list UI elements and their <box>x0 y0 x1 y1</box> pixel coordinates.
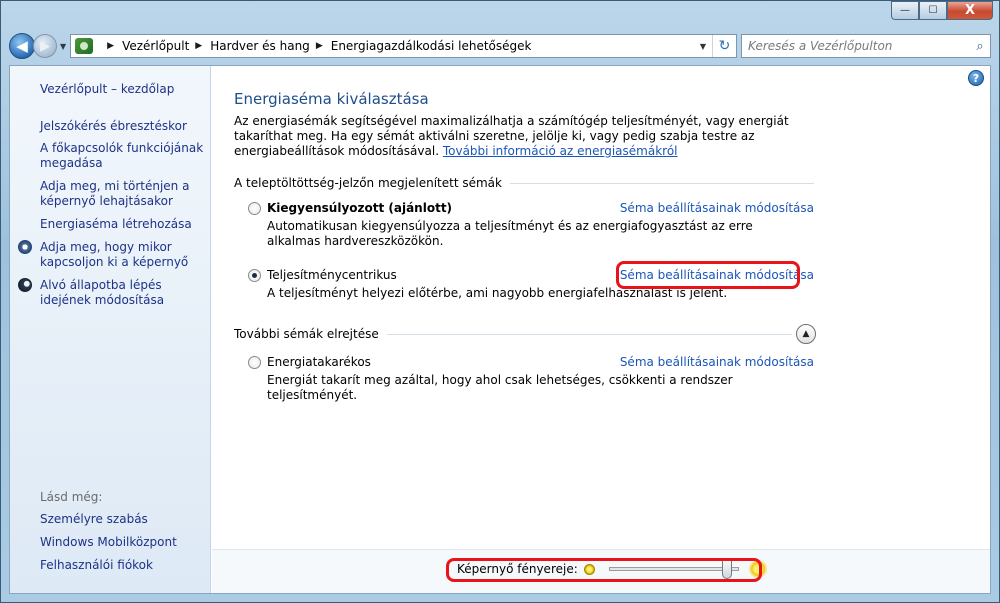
search-icon[interactable]: ⌕ <box>976 38 984 54</box>
sidebar-item-personalization[interactable]: Személyre szabás <box>40 512 148 526</box>
change-plan-settings-link[interactable]: Séma beállításainak módosítása <box>619 201 814 215</box>
page-title: Energiaséma kiválasztása <box>234 90 429 108</box>
hidden-plans-section <box>234 324 816 344</box>
plan-name[interactable]: Energiatakarékos <box>267 355 371 369</box>
chevron-up-icon: ▲ <box>802 329 810 339</box>
intro-text <box>234 114 816 159</box>
search-input[interactable] <box>748 39 970 53</box>
address-bar[interactable] <box>70 34 737 58</box>
intro-paragraph: Az energiasémák segítségével maximalizálhatja a számítógép teljesítményét, vagy energiát takaríthat meg. Ha egy sémát aktiválni szeretne, jelölje ki, vagy pedig szabja testre az energiabeállítások módosításával. <box>234 114 789 158</box>
sidebar-item-power-buttons[interactable]: A főkapcsolók funkciójának megadása <box>40 141 204 170</box>
sidebar-item-mobility-center[interactable]: Windows Mobilközpont <box>40 535 177 549</box>
highlight-annotation <box>616 261 800 289</box>
breadcrumb-item[interactable]: Hardver és hang <box>210 39 310 53</box>
plan-radio[interactable] <box>248 356 261 369</box>
breadcrumb-separator-icon[interactable]: ▶ <box>107 41 115 51</box>
sidebar <box>10 66 211 593</box>
brightness-label: Képernyő fényereje: <box>457 562 578 576</box>
help-icon: ? <box>972 71 980 85</box>
sidebar-item-sleep-time[interactable]: Alvó állapotba lépés idejének módosítása <box>40 278 165 307</box>
plan-radio-selected[interactable] <box>248 269 261 282</box>
forward-arrow-icon: ▶ <box>40 38 50 54</box>
recent-pages-dropdown[interactable]: ▼ <box>60 41 67 51</box>
sidebar-item-display-off[interactable]: Adja meg, hogy mikor kapcsoljon ki a képernyő <box>40 240 189 269</box>
plan-description: Automatikusan kiegyensúlyozza a teljesítményt és az energiafogyasztást az erre alkalmas hardvereszközökön. <box>267 219 753 248</box>
more-info-link[interactable]: További információ az energiasémákról <box>442 144 678 158</box>
minimize-button[interactable]: — <box>891 1 919 20</box>
divider <box>387 334 792 335</box>
change-plan-settings-link[interactable]: Séma beállításainak módosítása <box>619 355 814 369</box>
change-plan-settings-link[interactable]: Séma beállításainak módosítása <box>619 268 814 282</box>
breadcrumb-item[interactable]: Energiagazdálkodási lehetőségek <box>330 39 532 53</box>
plan-description: A teljesítményt helyezi előtérbe, ami nagyobb energiafelhasználást is jelent. <box>267 286 728 300</box>
plan-power-saver <box>248 354 814 403</box>
address-dropdown-icon[interactable]: ▼ <box>699 41 707 51</box>
main-panel <box>212 66 990 593</box>
control-panel-icon <box>75 38 93 54</box>
section-heading: További sémák elrejtése <box>234 327 379 341</box>
close-button[interactable]: X <box>947 1 993 20</box>
divider <box>510 183 814 184</box>
sidebar-item-password-on-wake[interactable]: Jelszókérés ébresztéskor <box>40 119 187 133</box>
content-area <box>9 65 991 594</box>
sidebar-item-home[interactable]: Vezérlőpult – kezdőlap <box>40 82 175 96</box>
back-button[interactable] <box>9 33 35 59</box>
breadcrumb-separator-icon[interactable]: ▶ <box>195 41 203 51</box>
navigation-bar <box>9 31 991 61</box>
see-also-heading: Lásd még: <box>40 490 103 504</box>
plan-radio[interactable] <box>248 202 261 215</box>
highlight-annotation <box>446 558 762 582</box>
plan-name[interactable]: Kiegyensúlyozott (ajánlott) <box>267 201 453 215</box>
refresh-icon: ↻ <box>718 38 731 54</box>
help-button[interactable] <box>968 70 984 86</box>
breadcrumb <box>101 39 531 53</box>
sidebar-item-user-accounts[interactable]: Felhasználói fiókok <box>40 558 153 572</box>
brightness-bar <box>212 549 990 593</box>
forward-button[interactable] <box>33 34 57 58</box>
battery-meter-plans-section <box>234 176 814 190</box>
breadcrumb-item[interactable]: Vezérlőpult <box>122 39 190 53</box>
sidebar-item-lid-close[interactable]: Adja meg, mi történjen a képernyő lehajtásakor <box>40 179 190 208</box>
caption-buttons <box>891 1 993 21</box>
display-clock-icon <box>18 240 32 254</box>
back-arrow-icon: ◀ <box>16 37 28 55</box>
plan-description: Energiát takarít meg azáltal, hogy ahol csak lehetséges, csökkenti a rendszer teljesítményét. <box>267 373 733 402</box>
breadcrumb-separator-icon[interactable]: ▶ <box>315 41 323 51</box>
sidebar-item-create-plan[interactable]: Energiaséma létrehozása <box>40 217 192 231</box>
plan-balanced <box>248 200 814 249</box>
maximize-button[interactable]: ☐ <box>919 1 947 20</box>
section-heading: A teleptöltöttség-jelzőn megjelenített sémák <box>234 176 502 190</box>
search-box[interactable] <box>741 34 991 58</box>
refresh-button[interactable] <box>712 35 736 57</box>
sleep-moon-icon <box>18 278 32 292</box>
plan-name[interactable]: Teljesítménycentrikus <box>267 268 397 282</box>
collapse-button[interactable] <box>796 324 816 344</box>
